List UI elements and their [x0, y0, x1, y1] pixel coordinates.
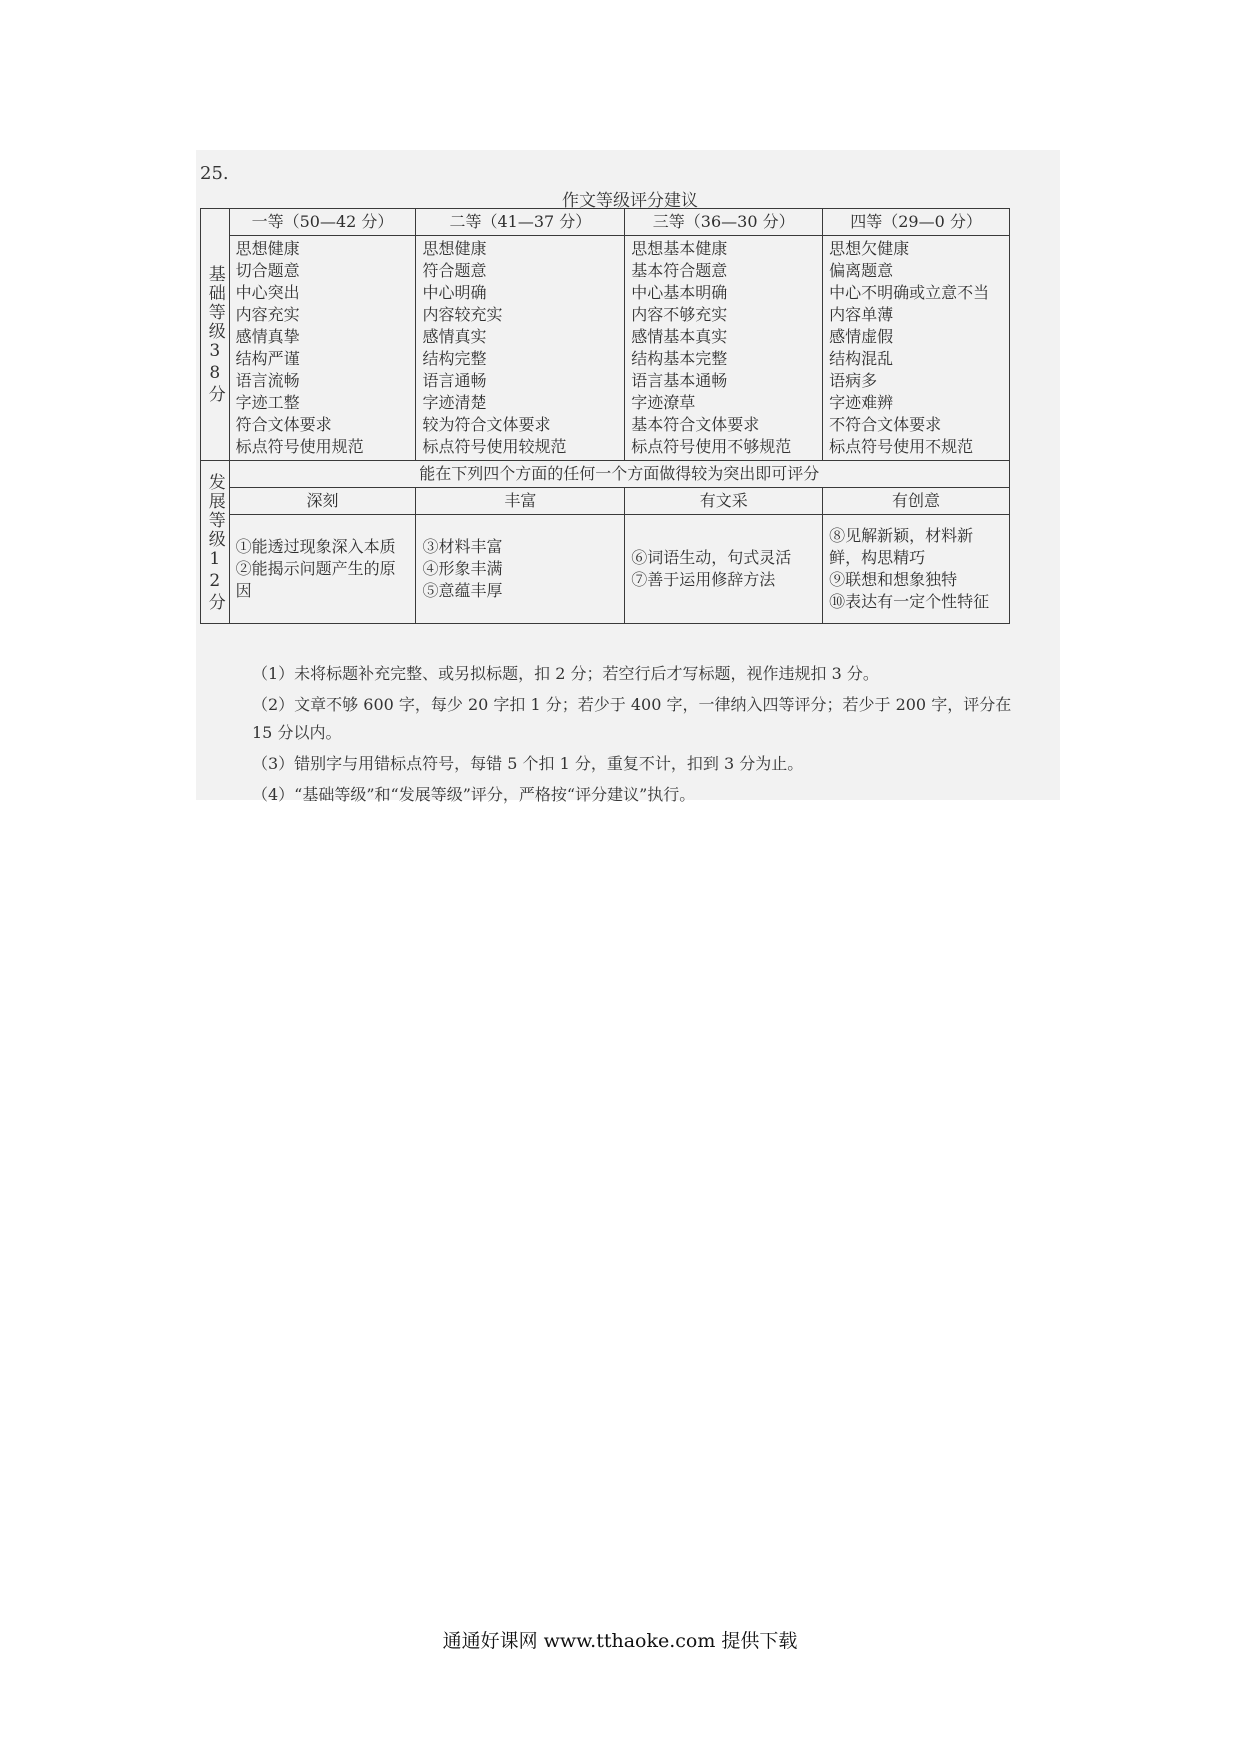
aspect-3-items: ⑥词语生动，句式灵活 ⑦善于运用修辞方法	[625, 515, 823, 624]
aspect-3-header: 有文采	[625, 488, 823, 515]
grading-rubric-table	[200, 208, 1010, 624]
basic-criteria-row	[201, 236, 1010, 461]
development-note: 能在下列四个方面的任何一个方面做得较为突出即可评分	[229, 461, 1009, 488]
development-items-row	[201, 515, 1010, 624]
grade-4-criteria: 思想欠健康 偏离题意 中心不明确或立意不当 内容单薄 感情虚假 结构混乱 语病多 字迹难辨 不符合文体要求 标点符号使用不规范	[823, 236, 1010, 461]
grade-3-header: 三等（36—30 分）	[625, 209, 823, 236]
development-note-row	[201, 461, 1010, 488]
aspect-1-header: 深刻	[229, 488, 416, 515]
grade-2-criteria: 思想健康 符合题意 中心明确 内容较充实 感情真实 结构完整 语言通畅 字迹清楚 较为符合文体要求 标点符号使用较规范	[416, 236, 625, 461]
note-2: （2）文章不够 600 字，每少 20 字扣 1 分；若少于 400 字，一律纳入四等评分；若少于 200 字，评分在 15 分以内。	[252, 695, 1012, 742]
aspect-4-items: ⑧见解新颖，材料新鲜，构思精巧 ⑨联想和想象独特 ⑩表达有一定个性特征	[823, 515, 1010, 624]
grade-2-header: 二等（41—37 分）	[416, 209, 625, 236]
development-header-row	[201, 488, 1010, 515]
grade-1-criteria: 思想健康 切合题意 中心突出 内容充实 感情真挚 结构严谨 语言流畅 字迹工整 符合文体要求 标点符号使用规范	[229, 236, 416, 461]
aspect-2-header: 丰富	[416, 488, 625, 515]
basic-grade-header-row	[201, 209, 1010, 236]
basic-level-label: 基础等级38分	[201, 209, 230, 461]
development-level-label: 发展等级12分	[201, 461, 230, 624]
grade-3-criteria: 思想基本健康 基本符合题意 中心基本明确 内容不够充实 感情基本真实 结构基本完整 语言基本通畅 字迹潦草 基本符合文体要求 标点符号使用不够规范	[625, 236, 823, 461]
footer-credit: 通通好课网 www.tthaoke.com 提供下载	[442, 1630, 798, 1652]
aspect-2-items: ③材料丰富 ④形象丰满 ⑤意蕴丰厚	[416, 515, 625, 624]
note-1: （1）未将标题补充完整、或另拟标题，扣 2 分；若空行后才写标题，视作违规扣 3 分。	[252, 664, 879, 683]
note-3: （3）错别字与用错标点符号，每错 5 个扣 1 分，重复不计，扣到 3 分为止。	[252, 754, 804, 773]
question-number: 25.	[200, 163, 229, 184]
note-4: （4）“基础等级”和“发展等级”评分，严格按“评分建议”执行。	[252, 785, 696, 804]
aspect-1-items: ①能透过现象深入本质 ②能揭示问题产生的原因	[229, 515, 416, 624]
grade-4-header: 四等（29—0 分）	[823, 209, 1010, 236]
aspect-4-header: 有创意	[823, 488, 1010, 515]
scoring-notes	[252, 660, 1022, 812]
table-title: 作文等级评分建议	[562, 191, 698, 211]
grade-1-header: 一等（50—42 分）	[229, 209, 416, 236]
